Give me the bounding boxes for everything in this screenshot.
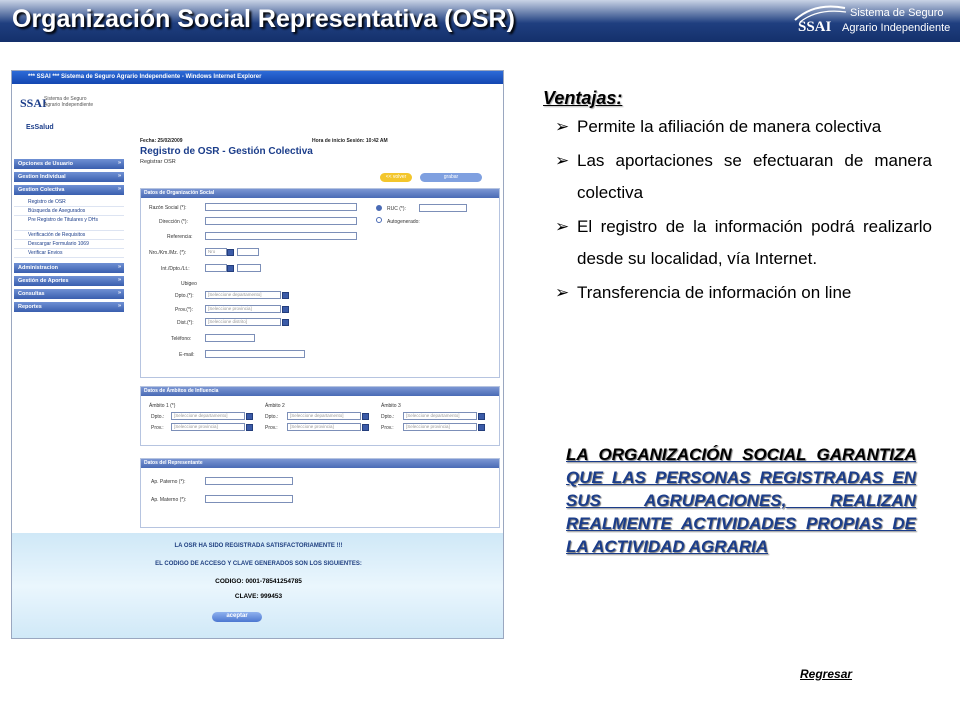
dist-select[interactable]: [Seleccione distrito] bbox=[205, 318, 281, 326]
advantage-item: ➢ Transferencia de información on line bbox=[543, 277, 932, 309]
dpto-label: Dpto.(*): bbox=[175, 293, 194, 299]
dropdown-arrow-icon[interactable] bbox=[282, 292, 289, 299]
back-link[interactable]: Regresar bbox=[800, 667, 853, 681]
guarantee-note-lead: LA ORGANIZACIÓN SOCIAL GARANTIZA bbox=[566, 445, 916, 464]
dropdown-arrow-icon[interactable] bbox=[478, 413, 485, 420]
guarantee-note bbox=[566, 443, 916, 558]
session-info bbox=[140, 138, 502, 144]
nro-label: Nro./Km./Mz. (*): bbox=[149, 250, 187, 256]
ambito3-dpto-label: Dpto.: bbox=[381, 414, 395, 420]
nro-input[interactable] bbox=[237, 248, 259, 256]
razon-label: Razón Social (*): bbox=[149, 205, 187, 211]
app-brand: SSAI bbox=[20, 96, 47, 110]
app-screenshot bbox=[11, 70, 504, 639]
logo-short: SSAI bbox=[798, 19, 832, 35]
back-button[interactable]: << volver bbox=[380, 173, 412, 182]
panel-ambitos-title: Datos de Ámbitos de Influencia bbox=[141, 387, 499, 396]
dropdown-arrow-icon[interactable] bbox=[362, 413, 369, 420]
menu-consultas[interactable]: Consultas » bbox=[14, 289, 124, 299]
dropdown-arrow-icon[interactable] bbox=[246, 413, 253, 420]
logo-line1: Sistema de Seguro bbox=[850, 7, 944, 19]
menu-reportes[interactable]: Reportes » bbox=[14, 302, 124, 312]
ambito1-prov-select[interactable]: [Seleccione provincia] bbox=[171, 423, 245, 431]
session-label: Hora de inicio Sesión: 10:42 AM bbox=[312, 138, 388, 144]
ambito2-dpto-label: Dpto.: bbox=[265, 414, 279, 420]
menu-item-descargar[interactable]: Descargar Formulario 1069 bbox=[14, 240, 124, 249]
advantage-item: ➢ Las aportaciones se efectuaran de manera colectiva bbox=[543, 145, 932, 209]
save-button[interactable]: grabar bbox=[420, 173, 482, 182]
paterno-input[interactable] bbox=[205, 477, 293, 485]
panel-organizacion bbox=[140, 188, 500, 378]
ambito2-prov-select[interactable]: [Seleccione provincia] bbox=[287, 423, 361, 431]
success-codes-intro: EL CODIGO DE ACCESO Y CLAVE GENERADOS SON LOS SIGUIENTES: bbox=[155, 561, 362, 567]
menu-item-verificar-envios[interactable]: Verificar Envios bbox=[14, 249, 124, 258]
panel-organizacion-title: Datos de Organización Social bbox=[141, 189, 499, 198]
success-message: LA OSR HA SIDO REGISTRADA SATISFACTORIAMENTE !!! bbox=[174, 543, 343, 549]
advantages-section bbox=[543, 88, 932, 309]
dropdown-arrow-icon[interactable] bbox=[282, 306, 289, 313]
sidebar-menu bbox=[14, 159, 124, 315]
menu-item-busqueda[interactable]: Búsqueda de Asegurados bbox=[14, 207, 124, 216]
direccion-label: Dirección (*): bbox=[159, 219, 188, 225]
dpto-select[interactable]: [Seleccione departamento] bbox=[205, 291, 281, 299]
success-dialog bbox=[12, 533, 504, 639]
ruc-radio[interactable] bbox=[376, 205, 382, 211]
form-title: Registro de OSR - Gestión Colectiva bbox=[140, 146, 313, 157]
int-input[interactable] bbox=[237, 264, 261, 272]
dropdown-arrow-icon[interactable] bbox=[227, 249, 234, 256]
materno-label: Ap. Materno (*): bbox=[151, 497, 187, 503]
email-input[interactable] bbox=[205, 350, 305, 358]
ruc-label: RUC (*): bbox=[387, 206, 406, 212]
materno-input[interactable] bbox=[205, 495, 293, 503]
menu-gestion-individual[interactable]: Gestion Individual » bbox=[14, 172, 124, 182]
accept-button[interactable]: aceptar bbox=[212, 612, 262, 622]
ssai-logo bbox=[790, 2, 960, 40]
referencia-input[interactable] bbox=[205, 232, 357, 240]
date-label: Fecha: 25/02/2009 bbox=[140, 138, 183, 144]
prov-label: Prov.(*): bbox=[175, 307, 193, 313]
telefono-label: Teléfono: bbox=[171, 336, 192, 342]
menu-administracion[interactable]: Administracion » bbox=[14, 263, 124, 273]
ambito3-prov-label: Prov.: bbox=[381, 425, 394, 431]
razon-input[interactable] bbox=[205, 203, 357, 211]
panel-ambitos bbox=[140, 386, 500, 446]
form-subtitle: Registrar OSR bbox=[140, 159, 176, 165]
browser-title-bar: *** SSAI *** Sistema de Seguro Agrario Independiente - Windows Internet Explorer bbox=[12, 71, 503, 84]
ambito1-dpto-label: Dpto.: bbox=[151, 414, 165, 420]
dropdown-arrow-icon[interactable] bbox=[246, 424, 253, 431]
ubigeo-label: Ubigeo bbox=[181, 281, 197, 287]
menu-opciones-usuario[interactable]: Opciones de Usuario » bbox=[14, 159, 124, 169]
referencia-label: Referencia: bbox=[167, 234, 193, 240]
menu-gestion-aportes[interactable]: Gestión de Aportes » bbox=[14, 276, 124, 286]
ambito3-prov-select[interactable]: [Seleccione provincia] bbox=[403, 423, 477, 431]
ambito2-dpto-select[interactable]: [Seleccione departamento] bbox=[287, 412, 361, 420]
menu-gestion-colectiva[interactable]: Gestion Colectiva » bbox=[14, 185, 124, 195]
advantage-item: ➢ Permite la afiliación de manera colectiva bbox=[543, 111, 932, 143]
panel-representante bbox=[140, 458, 500, 528]
autogenerado-label: Autogenerado: bbox=[387, 219, 420, 225]
menu-item-verificacion[interactable]: Verificación de Requisitos bbox=[14, 231, 124, 240]
prov-select[interactable]: [Seleccione provincia] bbox=[205, 305, 281, 313]
advantage-item: ➢ El registro de la información podrá realizarlo desde su localidad, vía Internet. bbox=[543, 211, 932, 275]
access-code: CODIGO: 0001-78541254785 bbox=[215, 578, 302, 585]
direccion-input[interactable] bbox=[205, 217, 357, 225]
menu-item-registro-osr[interactable]: Registro de OSR bbox=[14, 198, 124, 207]
header-bar bbox=[0, 0, 960, 42]
dropdown-arrow-icon[interactable] bbox=[282, 319, 289, 326]
ambito2-prov-label: Prov.: bbox=[265, 425, 278, 431]
telefono-input[interactable] bbox=[205, 334, 255, 342]
advantages-heading: Ventajas: bbox=[543, 88, 623, 108]
menu-item-pre-registro[interactable]: Pre Registro de Titulares y DHs bbox=[14, 216, 124, 231]
dist-label: Dist.(*): bbox=[177, 320, 194, 326]
page-title: Organización Social Representativa (OSR) bbox=[12, 5, 515, 33]
dropdown-arrow-icon[interactable] bbox=[478, 424, 485, 431]
panel-representante-title: Datos del Representante bbox=[141, 459, 499, 468]
ambito1-dpto-select[interactable]: [Seleccione departamento] bbox=[171, 412, 245, 420]
ambito1-prov-label: Prov.: bbox=[151, 425, 164, 431]
ruc-input[interactable] bbox=[419, 204, 467, 212]
int-select[interactable] bbox=[205, 264, 227, 272]
essalud-logo: EsSalud bbox=[26, 124, 54, 131]
ambito3-dpto-select[interactable]: [Seleccione departamento] bbox=[403, 412, 477, 420]
logo-line2: Agrario Independiente bbox=[842, 22, 951, 34]
guarantee-note-body: QUE LAS PERSONAS REGISTRADAS EN SUS AGRUPACIONES, REALIZAN REALMENTE ACTIVIDADES PROPIAS DE LA ACTIVIDAD AGRARIA bbox=[566, 468, 916, 556]
int-label: Int./Dpto./Lt.: bbox=[161, 266, 190, 272]
email-label: E-mail: bbox=[179, 352, 195, 358]
paterno-label: Ap. Paterno (*): bbox=[151, 479, 186, 485]
dropdown-arrow-icon[interactable] bbox=[362, 424, 369, 431]
dropdown-arrow-icon[interactable] bbox=[227, 265, 234, 272]
ambito2-label: Ámbito 2 bbox=[265, 403, 285, 409]
ambito1-label: Ámbito 1 (*) bbox=[149, 403, 176, 409]
ambito3-label: Ámbito 3 bbox=[381, 403, 401, 409]
access-key: CLAVE: 999453 bbox=[234, 593, 283, 600]
nro-select[interactable]: Nro bbox=[205, 248, 227, 256]
app-brand-sub: Sistema de Seguro Agrario Independiente bbox=[44, 96, 94, 108]
autogenerado-radio[interactable] bbox=[376, 217, 382, 223]
